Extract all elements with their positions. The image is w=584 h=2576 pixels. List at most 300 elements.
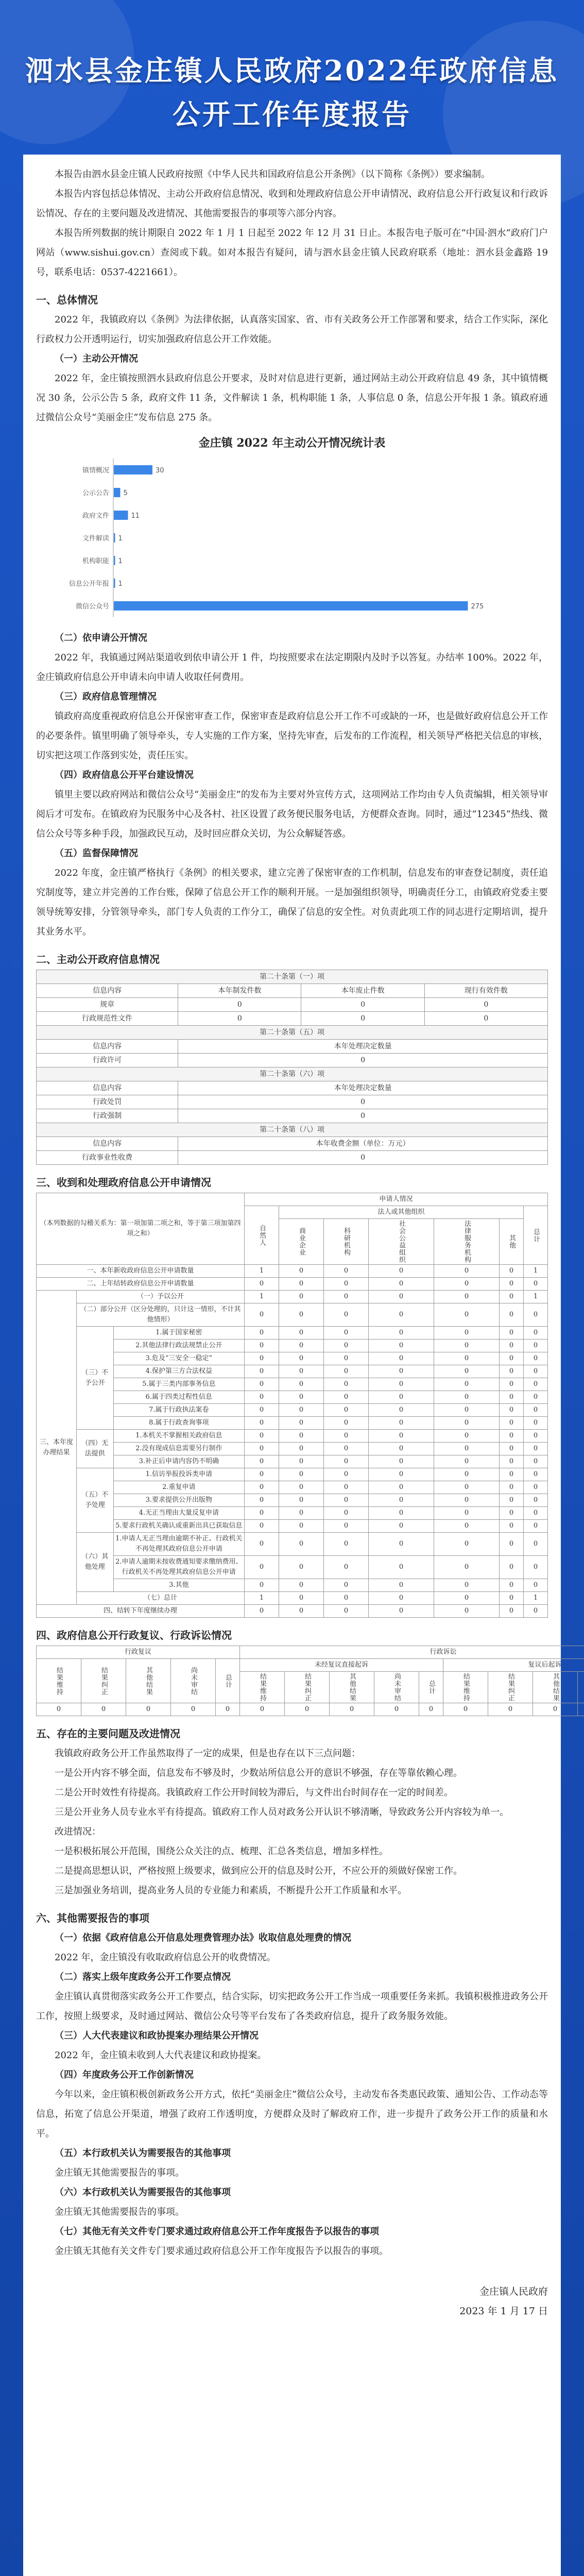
table-header: 信息内容 xyxy=(37,984,178,998)
table-cell: 0 xyxy=(434,1278,499,1291)
table-cell: 0 xyxy=(499,1352,523,1365)
table-cell: 0 xyxy=(240,1703,285,1716)
table-cell: 0 xyxy=(368,1468,434,1481)
table-cell: （六）其他处理 xyxy=(76,1533,113,1592)
table-cell: 1 xyxy=(523,1265,547,1278)
subsection-title: （六）本行政机关认为需要报告的其他事项 xyxy=(55,2187,231,2198)
table-cell: 0 xyxy=(434,1520,499,1533)
subsection-title: （四）年度政务公开工作创新情况 xyxy=(55,2070,194,2080)
table-cell: 0 xyxy=(279,1556,323,1579)
table-cell: 0 xyxy=(279,1592,323,1605)
table-section-header: 第二十条第（六）项 xyxy=(37,1067,548,1081)
table-cell: 0 xyxy=(523,1303,547,1327)
table-cell: 0 xyxy=(323,1494,368,1507)
table-cell: 0 xyxy=(279,1278,323,1291)
chart-title: 金庄镇 2022 年主动公开情况统计表 xyxy=(198,436,386,450)
table-cell: 0 xyxy=(279,1404,323,1417)
table-cell: 0 xyxy=(323,1265,368,1278)
signature-org: 金庄镇人民政府 xyxy=(479,2286,548,2297)
table-cell: 0 xyxy=(499,1303,523,1327)
table-cell: 0 xyxy=(244,1340,279,1352)
table-cell: 1 xyxy=(244,1592,279,1605)
table-cell: 0 xyxy=(523,1340,547,1352)
table-cell: 0 xyxy=(279,1494,323,1507)
chart-bar xyxy=(114,601,468,611)
table-header: 其他 xyxy=(499,1219,523,1265)
table-cell: 0 xyxy=(424,998,547,1012)
table-cell: 0 xyxy=(374,1703,419,1716)
table-cell: 0 xyxy=(171,1703,216,1716)
table-cell: 0 xyxy=(523,1443,547,1455)
chart-data-label: 275 xyxy=(471,603,484,611)
subsection-title: （五）监督保障情况 xyxy=(55,848,138,859)
table-cell: 0 xyxy=(323,1404,368,1417)
table-cell: 0 xyxy=(499,1291,523,1303)
report-content xyxy=(36,165,562,2321)
table-cell: 0 xyxy=(301,1012,424,1026)
table-cell: 0 xyxy=(499,1533,523,1556)
chart-data-label: 5 xyxy=(123,489,128,497)
table-header: 结果维持 xyxy=(240,1672,285,1703)
table-cell: 0 xyxy=(244,1579,279,1592)
table-header: 本年处理决定数量 xyxy=(178,1040,548,1054)
table-header: 现行有效件数 xyxy=(424,984,547,998)
table-cell: 0 xyxy=(244,1468,279,1481)
chart-data-label: 11 xyxy=(131,512,140,520)
table-header: 科研机构 xyxy=(323,1219,368,1265)
table-cell: 0 xyxy=(499,1430,523,1443)
table-cell: 0 xyxy=(323,1430,368,1443)
report-title-line1: 泗水县金庄镇人民政府2022年政府信息 xyxy=(25,54,559,87)
table-cell: 0 xyxy=(499,1365,523,1378)
table-cell: 0 xyxy=(301,998,424,1012)
table-cell: 0 xyxy=(216,1703,240,1716)
table-cell: 行政处罚 xyxy=(37,1095,178,1109)
table-cell: 一、本年新收政府信息公开申请数量 xyxy=(37,1265,245,1278)
chart-category-label: 机构职能 xyxy=(82,557,109,565)
table-header: 尚未审结 xyxy=(374,1672,419,1703)
table-header: 信息内容 xyxy=(37,1137,178,1151)
table-cell: 0 xyxy=(244,1417,279,1430)
table-cell: 0 xyxy=(368,1404,434,1417)
table-header: 自然人 xyxy=(244,1206,279,1265)
table-corner-note: （本列数据的勾稽关系为：第一项加第二项之和，等于第三项加第四项之和） xyxy=(37,1193,245,1265)
table-cell: 0 xyxy=(434,1391,499,1404)
table-cell: 0 xyxy=(434,1592,499,1605)
section-paragraph: 一是积极拓展公开范围，围绕公众关注的点、梳理、汇总各类信息，增加多样性。 xyxy=(55,1846,388,1857)
subsection-title: （二）依申请公开情况 xyxy=(55,633,147,643)
table-cell: 0 xyxy=(323,1507,368,1520)
table-cell: 0 xyxy=(279,1481,323,1494)
table-cell: 0 xyxy=(434,1303,499,1327)
chart-category-label: 微信公众号 xyxy=(75,603,109,611)
table-cell: 0 xyxy=(323,1278,368,1291)
application-table xyxy=(36,1193,548,1618)
table-cell: 0 xyxy=(323,1468,368,1481)
table-cell: 0 xyxy=(244,1430,279,1443)
report-header xyxy=(0,0,584,155)
table-cell: 0 xyxy=(434,1265,499,1278)
section-paragraph: 三是加强业务培训，提高业务人员的专业能力和素质，不断提升公开工作质量和水平。 xyxy=(55,1885,407,1896)
table-cell: 0 xyxy=(323,1443,368,1455)
table-cell: 0 xyxy=(419,1703,443,1716)
table-row xyxy=(37,1391,548,1404)
intro-paragraph: 本报告所列数据的统计期限自 2022 年 1 月 1 日起至 2022 年 12 月 31 日止。本报告电子版可在“中国·泗水”政府门户网站（www.sishui.gov.cn）查阅或下载。如对本报告有疑问，请与泗水县金庄镇人民政府联系（地址：泗水县金鑫路 19 号，联系电话：0537-4221661）。 xyxy=(36,228,548,278)
table-header xyxy=(578,1672,584,1703)
section-paragraph: 改进情况： xyxy=(55,1826,101,1837)
table-cell: 0 xyxy=(279,1468,323,1481)
table-cell: 0 xyxy=(523,1579,547,1592)
section-title: 四、政府信息公开行政复议、行政诉讼情况 xyxy=(36,1629,232,1641)
section-paragraph: 金庄镇无其他有关文件专门要求通过政府信息公开工作年度报告予以报告的事项。 xyxy=(55,2246,388,2257)
table-cell: 0 xyxy=(323,1592,368,1605)
table-header: 结果纠正 xyxy=(81,1659,126,1703)
table-cell: 0 xyxy=(523,1278,547,1291)
table-cell: 0 xyxy=(523,1494,547,1507)
table-cell: 0 xyxy=(244,1352,279,1365)
section-paragraph: 今年以来，金庄镇积极创新政务公开方式，依托“美丽金庄”微信公众号，主动发布各类惠民政策、通知公告、工作动态等信息，拓宽了信息公开渠道，增强了政府工作透明度，方便群众及时了解政府工作，进一步提升了政务公开工作的质量和水平。 xyxy=(36,2089,548,2139)
table-cell: 0 xyxy=(178,1012,301,1026)
table-cell: 3.要求提供公开出版物 xyxy=(113,1494,244,1507)
table-cell: 0 xyxy=(368,1340,434,1352)
table-cell: 0 xyxy=(523,1327,547,1340)
table-cell: 0 xyxy=(499,1520,523,1533)
table-cell: 0 xyxy=(368,1327,434,1340)
table-cell: 0 xyxy=(434,1327,499,1340)
table-row xyxy=(37,1481,548,1494)
table-cell: 0 xyxy=(523,1556,547,1579)
table-cell: 1 xyxy=(244,1265,279,1278)
table-cell: 0 xyxy=(499,1340,523,1352)
chart-data-label: 30 xyxy=(156,467,164,474)
table-cell: 0 xyxy=(499,1265,523,1278)
table-cell: 二、上年结转政府信息公开申请数量 xyxy=(37,1278,245,1291)
section-paragraph: 2022 年度，金庄镇严格执行《条例》的相关要求，建立完善了保密审查的工作机制，信息发布的审查登记制度，责任追究制度等，建立并完善的工作台账，保障了信息公开工作的顺利开展。一是加强组织领导，明确责任分工，由镇政府党委主要领导统筹安排，分管领导牵头，部门专人负责的工作分工，确保了信息的安全性。对负责此项工作的同志进行定期培训，提升其业务水平。 xyxy=(36,868,548,937)
table-cell: 0 xyxy=(523,1468,547,1481)
section-paragraph: 金庄镇无其他需要报告的事项。 xyxy=(55,2207,184,2217)
table-cell: 0 xyxy=(499,1579,523,1592)
table-cell xyxy=(578,1703,584,1716)
table-cell: 0 xyxy=(368,1303,434,1327)
table-cell: 0 xyxy=(244,1443,279,1455)
table-cell: 0 xyxy=(434,1340,499,1352)
table-cell: （二）部分公开（区分处理的，只计这一情形，不计其他情形） xyxy=(76,1303,244,1327)
table-cell: 0 xyxy=(499,1404,523,1417)
table-cell: 3.危及“三安全一稳定” xyxy=(113,1352,244,1365)
table-cell: 0 xyxy=(499,1391,523,1404)
table-cell: 0 xyxy=(279,1417,323,1430)
table-row xyxy=(37,1352,548,1365)
table-cell: 0 xyxy=(323,1365,368,1378)
table-cell: 0 xyxy=(368,1430,434,1443)
table-cell: 0 xyxy=(499,1278,523,1291)
table-cell: 2.其他法律行政法规禁止公开 xyxy=(113,1340,244,1352)
table-cell: 0 xyxy=(434,1352,499,1365)
table-row xyxy=(37,1303,548,1327)
table-cell: 1.申请人无正当理由逾期不补正、行政机关不再处理其政府信息公开申请 xyxy=(113,1533,244,1556)
table-row xyxy=(37,1556,548,1579)
table-row xyxy=(37,1579,548,1592)
table-cell: 0 xyxy=(244,1494,279,1507)
section-paragraph: 金庄镇认真贯彻落实政务公开工作要点，结合实际，切实把政务公开工作当成一项重要任务来抓。我镇积极推进政务公开工作，按照上级要求，及时通过网站、微信公众号等平台发布了各类政府信息，提升了政务服务效能。 xyxy=(36,1991,548,2022)
table-cell: 0 xyxy=(368,1378,434,1391)
table-header: 法律服务机构 xyxy=(434,1219,499,1265)
table-row xyxy=(37,1430,548,1443)
table-cell: 6.属于四类过程性信息 xyxy=(113,1391,244,1404)
proactive-disclosure-table xyxy=(36,970,548,1165)
disclosure-bar-chart xyxy=(36,453,548,629)
chart-bar xyxy=(114,465,152,474)
table-cell: 0 xyxy=(368,1481,434,1494)
table-cell: 0 xyxy=(523,1481,547,1494)
table-cell: 0 xyxy=(499,1443,523,1455)
table-row xyxy=(37,1417,548,1430)
table-header: 本年废止件数 xyxy=(301,984,424,998)
table-cell: 2.申请人逾期未按收费通知要求缴纳费用、行政机关不再处理其政府信息公开申请 xyxy=(113,1556,244,1579)
table-row xyxy=(37,1494,548,1507)
table-cell: 0 xyxy=(323,1455,368,1468)
table-cell: 0 xyxy=(244,1391,279,1404)
table-cell: 0 xyxy=(244,1605,279,1618)
section-paragraph: 镇里主要以政府网站和微信公众号“美丽金庄”的发布为主要对外宣传方式，这项网站工作均由专人负责编辑，相关领导审阅后才可发布。在镇政府为民服务中心及各村、社区设置了政务便民服务电话，方便群众查询。同时，通过“12345”热线、微信公众号等多种手段，加强政民互动，及时回应群众关切，为公众解疑答惑。 xyxy=(36,789,548,839)
subsection-title: （七）其他无有关文件专门要求通过政府信息公开工作年度报告予以报告的事项 xyxy=(55,2226,379,2237)
table-cell: 0 xyxy=(368,1391,434,1404)
section-title: 一、总体情况 xyxy=(36,294,98,306)
intro-paragraph: 本报告内容包括总体情况、主动公开政府信息情况、收到和处理政府信息公开申请情况、政府信息公开行政复议和行政诉讼情况、存在的主要问题及改进情况、其他需要报告的事项等六部分内容。 xyxy=(36,189,548,219)
table-cell: 1 xyxy=(244,1291,279,1303)
table-cell: 0 xyxy=(279,1430,323,1443)
table-cell: 规章 xyxy=(37,998,178,1012)
table-cell: 0 xyxy=(279,1605,323,1618)
section-paragraph: 2022 年，我镇政府以《条例》为法律依据，认真落实国家、省、市有关政务公开工作部署和要求，结合工作实际，深化行政权力公开透明运行，切实加强政府信息公开工作效能。 xyxy=(36,314,548,345)
table-header: 结果纠正 xyxy=(285,1672,330,1703)
table-cell: 7.属于行政执法案卷 xyxy=(113,1404,244,1417)
table-cell: 4.无正当理由大量反复申请 xyxy=(113,1507,244,1520)
subsection-title: （二）落实上级年度政务公开工作要点情况 xyxy=(55,1972,231,1982)
table-cell: 0 xyxy=(279,1579,323,1592)
table-cell: 0 xyxy=(244,1365,279,1378)
section-paragraph: 2022 年，我镇通过网站渠道收到依申请公开 1 件，均按照要求在法定期限内及时予以答复。办结率 100%。2022 年，金庄镇政府信息公开申请未向申请人收取任何费用。 xyxy=(36,652,548,683)
table-cell: 0 xyxy=(244,1520,279,1533)
table-header: 行政诉讼 xyxy=(240,1646,584,1659)
table-cell: 0 xyxy=(523,1430,547,1443)
table-header: 本年制发件数 xyxy=(178,984,301,998)
table-cell: 0 xyxy=(499,1507,523,1520)
table-cell: 0 xyxy=(499,1468,523,1481)
table-row xyxy=(37,1703,584,1716)
table-cell: 0 xyxy=(434,1579,499,1592)
table-cell: 0 xyxy=(178,998,301,1012)
table-cell: 0 xyxy=(523,1391,547,1404)
table-row xyxy=(37,1265,548,1278)
table-cell: 三、本年度办理结果 xyxy=(37,1291,77,1605)
table-cell: 0 xyxy=(434,1443,499,1455)
table-cell: 1.本机关不掌握相关政府信息 xyxy=(113,1430,244,1443)
report-title-line2: 公开工作年度报告 xyxy=(173,98,411,131)
table-cell: 0 xyxy=(244,1303,279,1327)
table-row xyxy=(37,1455,548,1468)
section-paragraph: 三是公开业务人员专业水平有待提高。镇政府工作人员对政务公开认识不够清晰，导致政务公开内容较为单一。 xyxy=(55,1807,509,1818)
subsection-title: （三）人大代表建议和政协提案办理结果公开情况 xyxy=(55,2030,259,2041)
table-cell: 0 xyxy=(244,1556,279,1579)
table-cell: 0 xyxy=(279,1303,323,1327)
table-row xyxy=(37,1365,548,1378)
section-paragraph: 二是提高思想认识，严格按照上级要求，做到应公开的信息及时公开，不应公开的须做好保密工作。 xyxy=(55,1866,462,1876)
table-cell: 0 xyxy=(499,1481,523,1494)
chart-bar xyxy=(114,556,115,565)
table-cell: 0 xyxy=(178,1109,548,1123)
table-cell: 0 xyxy=(424,1012,547,1026)
table-cell: 0 xyxy=(323,1303,368,1327)
table-cell: 0 xyxy=(499,1327,523,1340)
subsection-title: （三）政府信息管理情况 xyxy=(55,691,157,702)
table-cell: 0 xyxy=(533,1703,578,1716)
chart-bar xyxy=(114,579,115,588)
table-cell: 0 xyxy=(323,1391,368,1404)
table-header: 信息内容 xyxy=(37,1040,178,1054)
chart-category-label: 公示公告 xyxy=(82,489,109,497)
table-cell: 0 xyxy=(368,1443,434,1455)
table-cell: 0 xyxy=(523,1352,547,1365)
table-cell: 0 xyxy=(368,1533,434,1556)
table-header: 复议后起诉 xyxy=(443,1659,584,1672)
table-cell: 0 xyxy=(368,1556,434,1579)
table-row xyxy=(37,1340,548,1352)
section-title: 五、存在的主要问题及改进情况 xyxy=(36,1727,180,1740)
section-paragraph: 2022 年，金庄镇按照泗水县政府信息公开要求，及时对信息进行更新，通过网站主动公开政府信息 49 条，其中镇情概况 30 条，公示公告 5 条，政府文件 11 条，文件解读 1 条，机构职能 1 条，人事信息 0 条，信息公开年报 1 条。镇政府通过微信公众号“美丽金庄”发布信息 275 条。 xyxy=(36,373,548,423)
table-cell: 1 xyxy=(523,1291,547,1303)
table-cell: 5.要求行政机关确认或重新出具已获取信息 xyxy=(113,1520,244,1533)
table-cell: 0 xyxy=(499,1417,523,1430)
table-cell: 5.属于三类内部事务信息 xyxy=(113,1378,244,1391)
table-cell: 0 xyxy=(499,1592,523,1605)
table-section-header: 第二十条第（五）项 xyxy=(37,1026,548,1040)
table-cell: 行政许可 xyxy=(37,1054,178,1067)
table-cell: 0 xyxy=(323,1327,368,1340)
table-cell: 0 xyxy=(330,1703,374,1716)
table-cell: 0 xyxy=(434,1468,499,1481)
table-row xyxy=(37,1592,548,1605)
section-paragraph: 2022 年，金庄镇未收到人大代表建议和政协提案。 xyxy=(55,2050,267,2061)
table-row xyxy=(37,1327,548,1340)
table-cell: 0 xyxy=(434,1404,499,1417)
table-header: 结果维持 xyxy=(37,1659,81,1703)
table-header: 其他结果 xyxy=(126,1659,171,1703)
table-cell: 0 xyxy=(523,1507,547,1520)
table-cell: 0 xyxy=(434,1481,499,1494)
section-paragraph: 镇政府高度重视政府信息公开保密审查工作，保密审查是政府信息公开工作不可或缺的一环，也是做好政府信息公开工作的必要条件。镇里明确了领导牵头，专人实施的工作方案，坚持先审查，后发布的工作流程，相关领导严格把关信息的审核，切实把这项工作落到实处，责任压实。 xyxy=(36,711,548,761)
table-cell: 0 xyxy=(285,1703,330,1716)
table-cell: 0 xyxy=(279,1291,323,1303)
table-cell: 0 xyxy=(368,1365,434,1378)
table-row xyxy=(37,1533,548,1556)
table-header: 总计 xyxy=(419,1672,443,1703)
table-cell: 0 xyxy=(499,1556,523,1579)
table-row xyxy=(37,1468,548,1481)
table-header: 法人或其他组织 xyxy=(279,1206,523,1219)
table-cell: 0 xyxy=(434,1455,499,1468)
intro-paragraph: 本报告由泗水县金庄镇人民政府按照《中华人民共和国政府信息公开条例》（以下简称《条例》）要求编制。 xyxy=(55,169,490,180)
table-row xyxy=(37,1507,548,1520)
subsection-title: （五）本行政机关认为需要报告的其他事项 xyxy=(55,2148,231,2159)
table-header: 结果纠正 xyxy=(488,1672,533,1703)
table-cell: 0 xyxy=(368,1605,434,1618)
table-header: 行政复议 xyxy=(37,1646,240,1659)
table-cell: 0 xyxy=(323,1417,368,1430)
table-section-header: 第二十条第（一）项 xyxy=(37,970,548,984)
table-cell: 0 xyxy=(434,1605,499,1618)
table-header: 信息内容 xyxy=(37,1081,178,1095)
chart-bar xyxy=(114,511,128,520)
table-header: 总计 xyxy=(216,1659,240,1703)
table-header: 结果维持 xyxy=(443,1672,488,1703)
table-row xyxy=(37,1378,548,1391)
table-cell: 0 xyxy=(434,1430,499,1443)
subsection-title: （一）依据《政府信息公开信息处理费管理办法》收取信息处理费的情况 xyxy=(55,1933,351,1943)
table-cell: 0 xyxy=(323,1579,368,1592)
table-cell: 8.属于行政查询事项 xyxy=(113,1417,244,1430)
table-cell: 0 xyxy=(279,1378,323,1391)
table-cell: 3.其他 xyxy=(113,1579,244,1592)
table-row xyxy=(37,1443,548,1455)
table-cell: 0 xyxy=(244,1455,279,1468)
table-cell: 0 xyxy=(523,1605,547,1618)
table-cell: 0 xyxy=(279,1340,323,1352)
section-title: 二、主动公开政府信息情况 xyxy=(36,953,160,965)
table-cell: （一）予以公开 xyxy=(76,1291,244,1303)
table-cell: 1 xyxy=(523,1592,547,1605)
table-cell: 行政事业性收费 xyxy=(37,1151,178,1165)
table-cell: 0 xyxy=(434,1556,499,1579)
table-cell: 0 xyxy=(499,1605,523,1618)
chart-data-label: 1 xyxy=(118,580,123,588)
table-cell: 0 xyxy=(523,1533,547,1556)
table-cell: 0 xyxy=(434,1533,499,1556)
table-cell: 0 xyxy=(368,1265,434,1278)
table-row xyxy=(37,1291,548,1303)
table-cell: 0 xyxy=(37,1703,81,1716)
table-cell: 0 xyxy=(279,1533,323,1556)
table-header: 本年收费金额（单位：万元） xyxy=(178,1137,548,1151)
table-cell: 0 xyxy=(244,1378,279,1391)
table-cell: 0 xyxy=(279,1352,323,1365)
table-cell: 1.信访举报投诉类申请 xyxy=(113,1468,244,1481)
review-litigation-table xyxy=(36,1646,584,1716)
table-cell: 0 xyxy=(279,1507,323,1520)
table-cell: 0 xyxy=(126,1703,171,1716)
section-paragraph: 我镇政府政务公开工作虽然取得了一定的成果，但是也存在以下三点问题： xyxy=(55,1748,360,1759)
table-header: 本年处理决定数量 xyxy=(178,1081,548,1095)
table-cell: 0 xyxy=(368,1494,434,1507)
table-cell: 0 xyxy=(443,1703,488,1716)
table-cell: 0 xyxy=(368,1417,434,1430)
table-row xyxy=(37,1404,548,1417)
section-title: 三、收到和处理政府信息公开申请情况 xyxy=(36,1176,211,1189)
table-cell: 0 xyxy=(323,1605,368,1618)
table-cell: 0 xyxy=(523,1365,547,1378)
table-cell: 0 xyxy=(523,1404,547,1417)
table-cell: 0 xyxy=(499,1494,523,1507)
table-cell: 0 xyxy=(244,1278,279,1291)
table-cell: 0 xyxy=(279,1365,323,1378)
table-cell: （四）无法提供 xyxy=(76,1430,113,1468)
table-header: 社会公益组织 xyxy=(368,1219,434,1265)
table-cell: 0 xyxy=(178,1054,548,1067)
chart-category-label: 政府文件 xyxy=(82,512,109,520)
table-cell: 0 xyxy=(279,1391,323,1404)
bar-chart-svg xyxy=(36,453,548,629)
table-cell: 四、结转下年度继续办理 xyxy=(37,1605,245,1618)
